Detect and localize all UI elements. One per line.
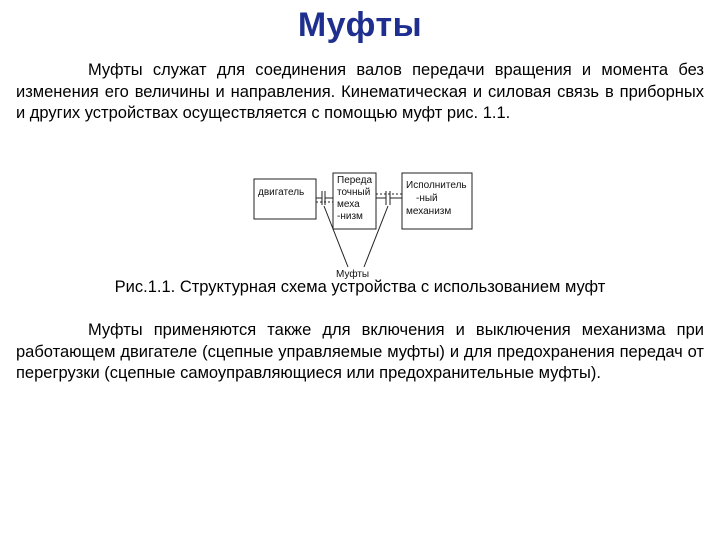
structure-diagram <box>240 165 480 280</box>
intro-paragraph: Муфты служат для соединения валов передачи вращения и момента без изменения его величины и направления. Кинематическая и силовая связь в приборных и других устройствах осуществляется с помощью муфт рис. 1.1. <box>16 61 704 122</box>
motor-block <box>254 179 316 219</box>
slide-title: Муфты <box>297 6 423 44</box>
usage-paragraph: Муфты применяются также для включения и выключения механизма при работающем двигателе (сцепные управляемые муфты) и для предохранения передач от перегрузки (сцепные самоуправляющиеся или предохранительные муфты). <box>16 321 704 382</box>
executive-label-3: механизм <box>406 206 452 217</box>
transmission-label-1: Переда <box>337 175 373 186</box>
transmission-label-2: точный <box>337 187 371 198</box>
coupling-2 <box>376 191 402 205</box>
executive-label-1: Исполнитель <box>406 180 467 191</box>
executive-label-2: -ный <box>416 193 438 204</box>
couplings-label: Муфты <box>336 269 370 280</box>
transmission-label-4: -низм <box>337 211 363 222</box>
motor-label: двигатель <box>258 187 305 198</box>
transmission-label-3: меха <box>337 199 360 210</box>
figure-caption: Рис.1.1. Структурная схема устройства с использованием муфт <box>114 278 606 296</box>
coupling-1 <box>316 191 333 205</box>
